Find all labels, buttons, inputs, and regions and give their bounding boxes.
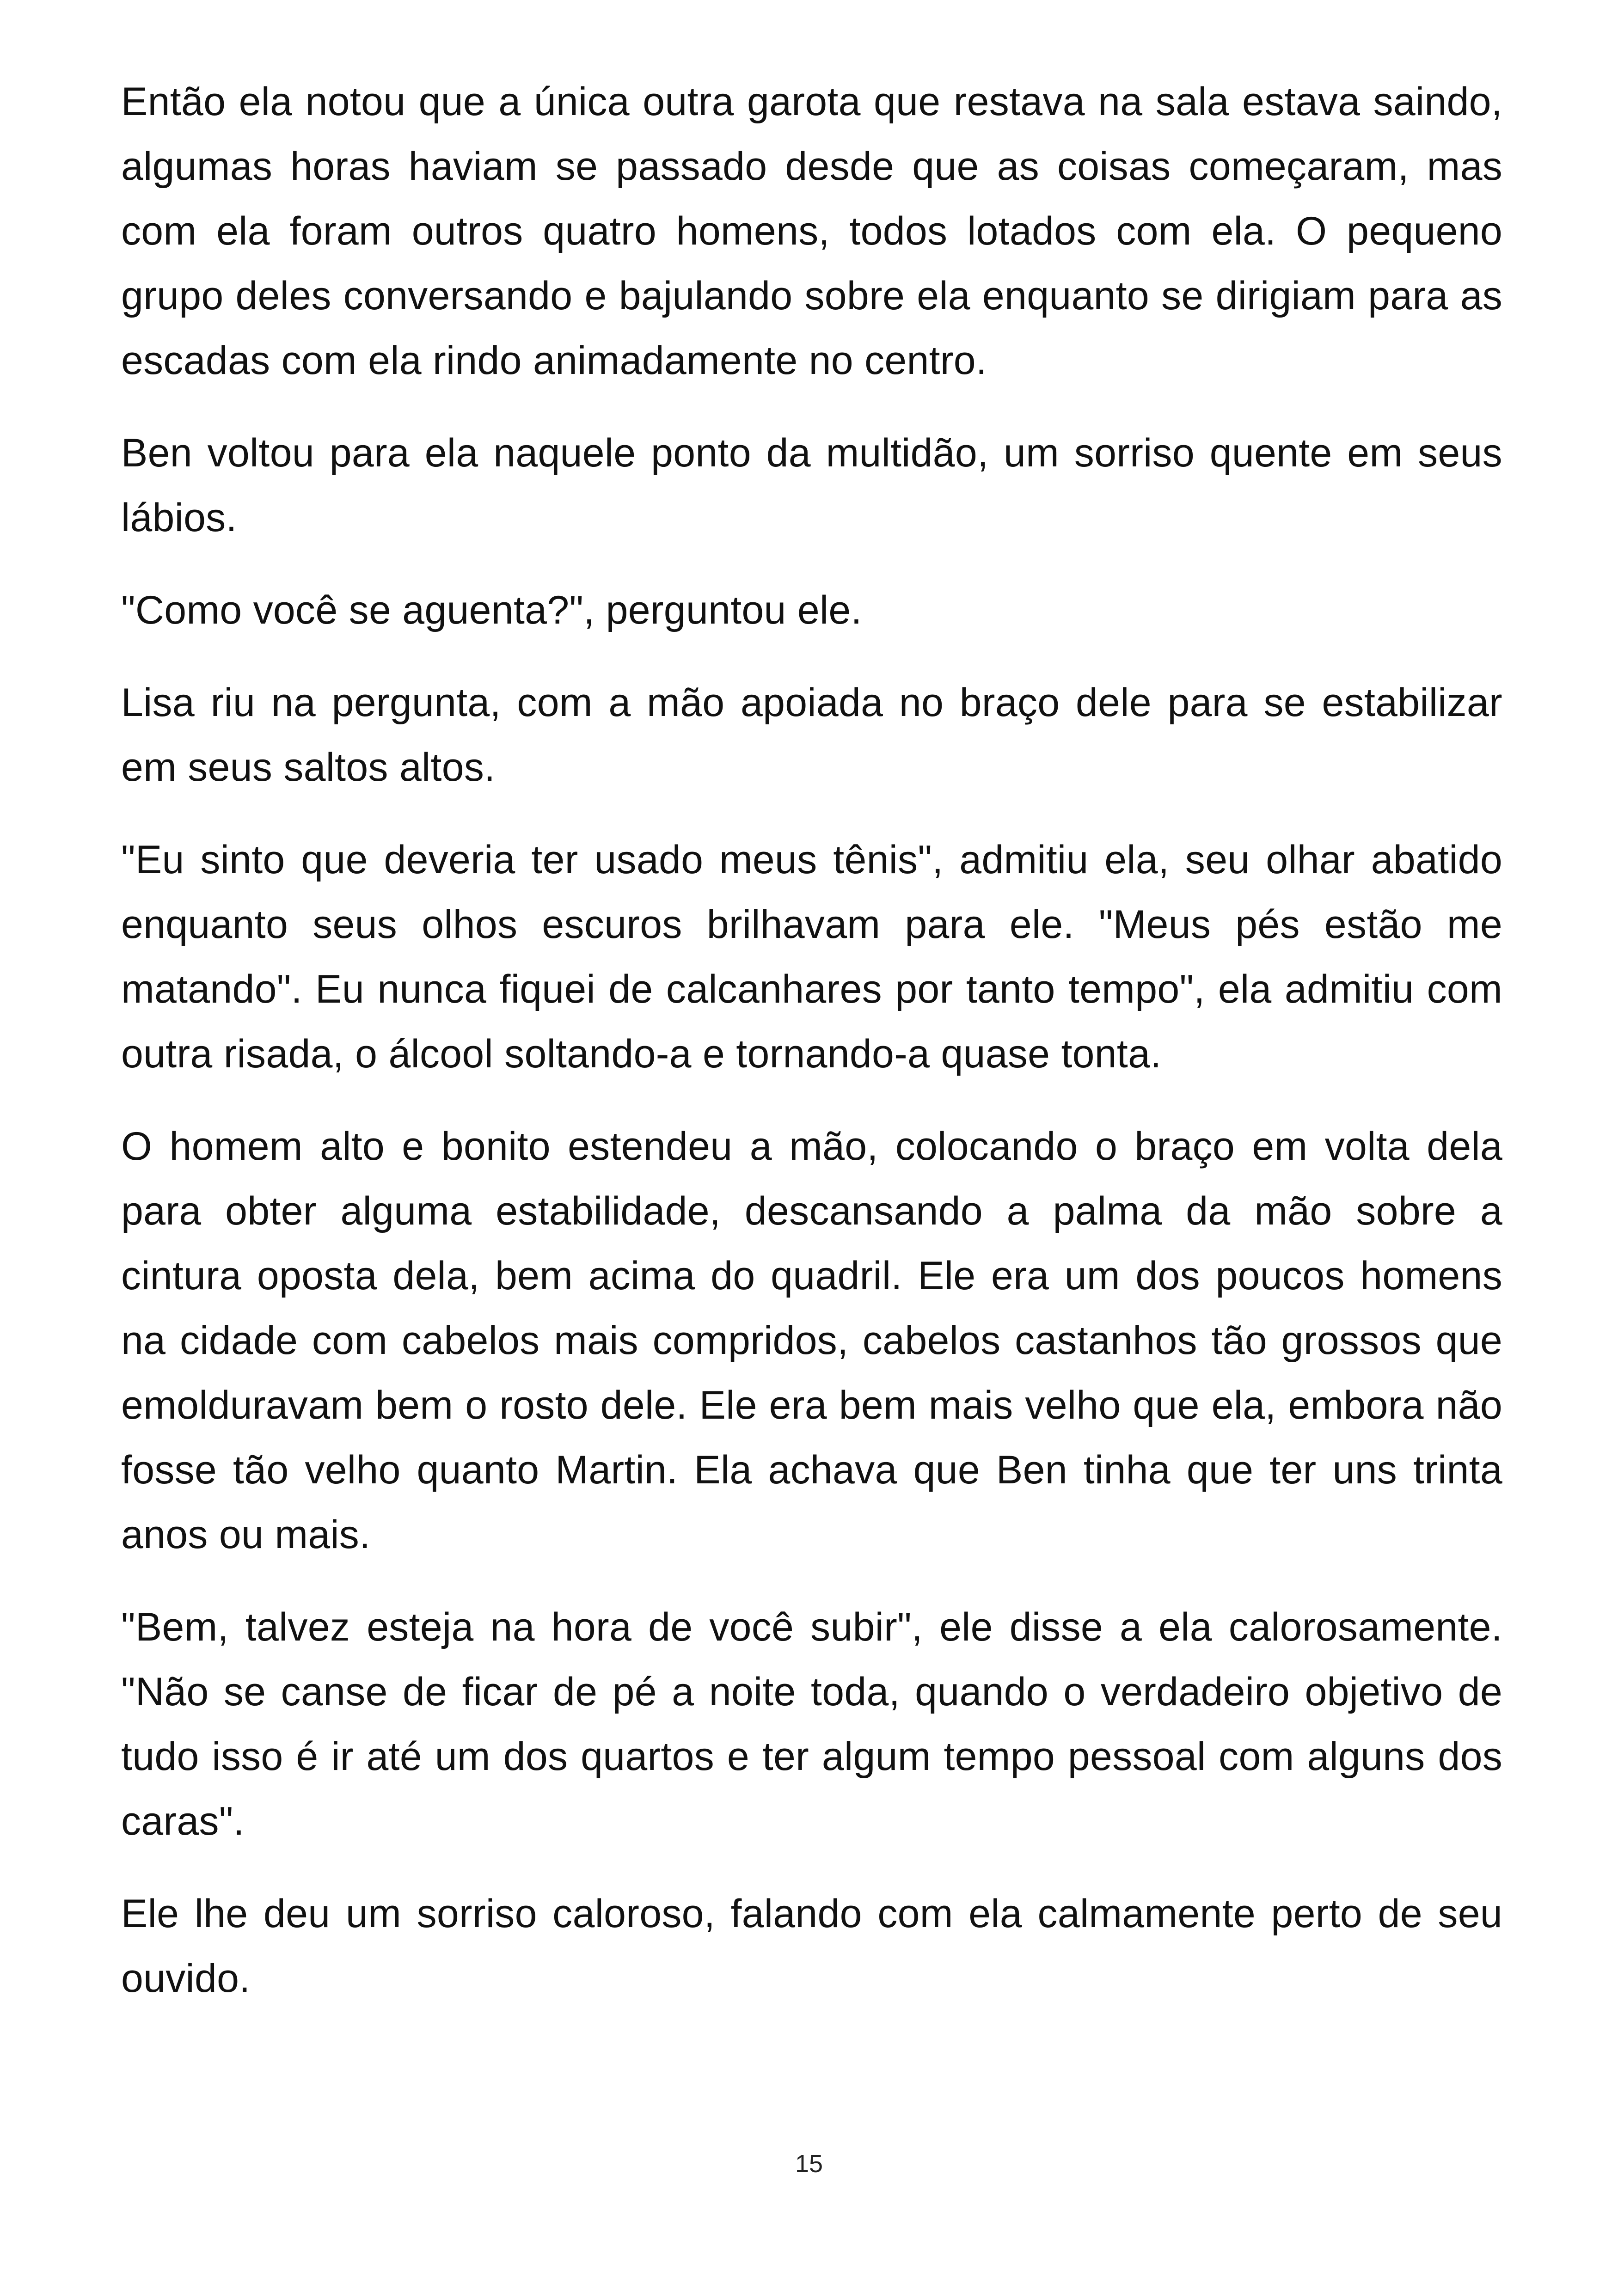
paragraph: "Bem, talvez esteja na hora de você subir", ele disse a ela calorosamente. "Não se canse de ficar de pé a noite toda, quando o verdadeiro objetivo de tudo isso é ir até um dos quartos e ter algum tempo pessoal com alguns dos caras".	[121, 1605, 1502, 1843]
page-body	[121, 69, 1502, 2039]
paragraph: O homem alto e bonito estendeu a mão, colocando o braço em volta dela para obter alguma estabilidade, descansando a palma da mão sobre a cintura oposta dela, bem acima do quadril. Ele era um dos poucos homens na cidade com cabelos mais compridos, cabelos castanhos tão grossos que emolduravam bem o rosto dele. Ele era bem mais velho que ela, embora não fosse tão velho quanto Martin. Ela achava que Ben tinha que ter uns trinta anos ou mais.	[121, 1124, 1502, 1557]
paragraph: Ele lhe deu um sorriso caloroso, falando com ela calmamente perto de seu ouvido.	[121, 1892, 1502, 2001]
page-number: 15	[795, 2150, 823, 2178]
paragraph: "Como você se aguenta?", perguntou ele.	[121, 588, 862, 632]
paragraph: Lisa riu na pergunta, com a mão apoiada no braço dele para se estabilizar em seus saltos altos.	[121, 680, 1502, 790]
paragraph: Ben voltou para ela naquele ponto da multidão, um sorriso quente em seus lábios.	[121, 431, 1502, 540]
paragraph: Então ela notou que a única outra garota que restava na sala estava saindo, algumas horas haviam se passado desde que as coisas começaram, mas com ela foram outros quatro homens, todos lotados com ela. O pequeno grupo deles conversando e bajulando sobre ela enquanto se dirigiam para as escadas com ela rindo animadamente no centro.	[121, 80, 1502, 383]
paragraph: "Eu sinto que deveria ter usado meus tênis", admitiu ela, seu olhar abatido enquanto seus olhos escuros brilhavam para ele. "Meus pés estão me matando". Eu nunca fiquei de calcanhares por tanto tempo", ela admitiu com outra risada, o álcool soltando-a e tornando-a quase tonta.	[121, 838, 1502, 1076]
